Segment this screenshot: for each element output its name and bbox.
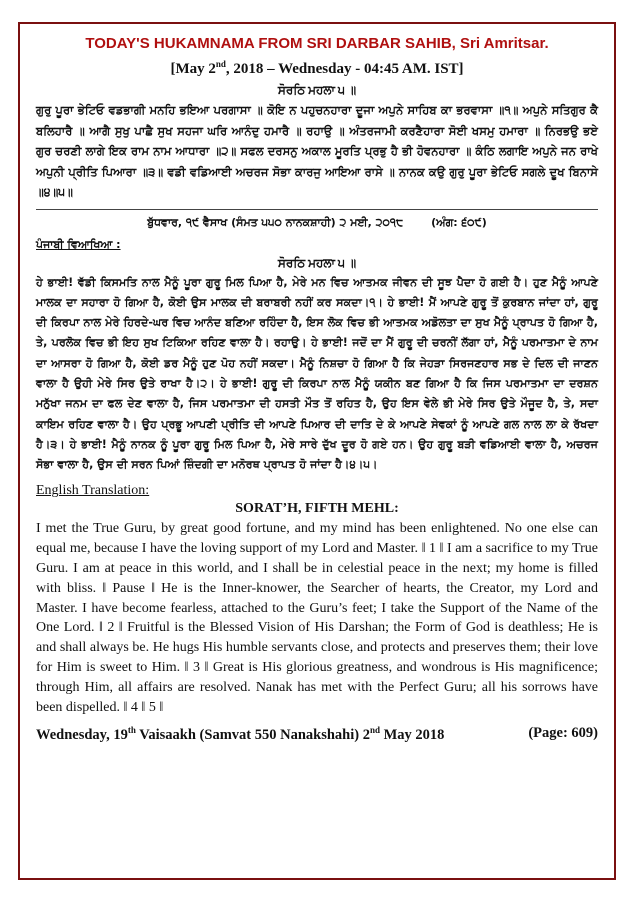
gurbani-text: ਗੁਰੁ ਪੂਰਾ ਭੇਟਿਓ ਵਡਭਾਗੀ ਮਨਹਿ ਭਇਆ ਪਰਗਾਸਾ ॥ ਕੋਇ ਨ ਪਹੁਚਨਹਾਰਾ ਦੂਜਾ ਅਪੁਨੇ ਸਾਹਿਬ ਕਾ ਭਰਵਾਸਾ ॥੧॥ ਅਪੁਨੇ ਸਤਿਗੁਰ ਕੈ ਬਲਿਹਾਰੈ ॥ ਆਗੈ ਸੁਖੁ ਪਾਛੈ ਸੁਖ ਸਹਜਾ ਘਰਿ ਆਨੰਦੁ ਹਮਾਰੈ ॥ ਰਹਾਉ ॥ ਅੰਤਰਜਾਮੀ ਕਰਣੈਹਾਰਾ ਸੋਈ ਖਸਮੁ ਹਮਾਰਾ ॥ ਨਿਰਭਉ ਭਏ ਗੁਰ ਚਰਣੀ ਲਾਗੇ ਇਕ ਰਾਮ ਨਾਮ ਆਧਾਰਾ ॥੨॥ ਸਫਲ ਦਰਸਨੁ ਅਕਾਲ ਮੂਰਤਿ ਪ੍ਰਭੁ ਹੈ ਭੀ ਹੋਵਨਹਾਰਾ ॥ ਕੰਠਿ ਲਗਾਇ ਅਪੁਨੇ ਜਨ ਰਾਖੇ ਅਪੁਨੀ ਪ੍ਰੀਤਿ ਪਿਆਰਾ ॥੩॥ ਵਡੀ ਵਡਿਆਈ ਅਚਰਜ ਸੋਭਾ ਕਾਰਜੁ ਆਇਆ ਰਾਸੇ ॥ ਨਾਨਕ ਕਉ ਗੁਰੁ ਪੂਰਾ ਭੇਟਿਓ ਸਗਲੇ ਦੂਖ ਬਿਨਾਸੇ ॥੪॥੫॥ <box>36 103 598 199</box>
english-label: English Translation: <box>36 483 150 499</box>
vyakhya-heading: ਸੋਰਠਿ ਮਹਲਾ ੫ ॥ <box>277 255 357 270</box>
page-title: TODAY'S HUKAMNAMA FROM SRI DARBAR SAHIB, Sri Amritsar. <box>85 35 549 52</box>
vyakhya-text: ਹੇ ਭਾਈ! ਵੱਡੀ ਕਿਸਮਤਿ ਨਾਲ ਮੈਨੂੰ ਪੂਰਾ ਗੁਰੂ ਮਿਲ ਪਿਆ ਹੈ, ਮੇਰੇ ਮਨ ਵਿਚ ਆਤਮਕ ਜੀਵਨ ਦੀ ਸੂਝ ਪੈਦਾ ਹੋ ਗਈ ਹੈ। ਹੁਣ ਮੈਨੂੰ ਆਪਣੇ ਮਾਲਕ ਦਾ ਸਹਾਰਾ ਹੋ ਗਿਆ ਹੈ, ਕੋਈ ਉਸ ਮਾਲਕ ਦੀ ਬਰਾਬਰੀ ਨਹੀਂ ਕਰ ਸਕਦਾ।੧। ਹੇ ਭਾਈ! ਮੈਂ ਆਪਣੇ ਗੁਰੂ ਤੋਂ ਕੁਰਬਾਨ ਜਾਂਦਾ ਹਾਂ, ਗੁਰੂ ਦੀ ਕਿਰਪਾ ਨਾਲ ਮੇਰੇ ਹਿਰਦੇ-ਘਰ ਵਿਚ ਆਨੰਦ ਬਣਿਆ ਰਹਿੰਦਾ ਹੈ, ਇਸ ਲੋਕ ਵਿਚ ਭੀ ਆਤਮਕ ਅਡੋਲਤਾ ਦਾ ਸੁਖ ਮੈਨੂੰ ਪ੍ਰਾਪਤ ਹੋ ਗਿਆ ਹੈ, ਤੇ, ਪਰਲੋਕ ਵਿਚ ਭੀ ਇਹ ਸੁਖ ਟਿਕਿਆ ਰਹਿਣ ਵਾਲਾ ਹੈ। ਰਹਾਉ। ਹੇ ਭਾਈ! ਜਦੋਂ ਦਾ ਮੈਂ ਗੁਰੂ ਦੀ ਚਰਨੀਂ ਲੱਗਾ ਹਾਂ, ਮੈਨੂੰ ਪਰਮਾਤਮਾ ਦੇ ਨਾਮ ਦਾ ਆਸਰਾ ਹੋ ਗਿਆ ਹੈ, ਕੋਈ ਡਰ ਮੈਨੂੰ ਹੁਣ ਪੋਹ ਨਹੀਂ ਸਕਦਾ। ਮੈਨੂੰ ਨਿਸ਼ਚਾ ਹੋ ਗਿਆ ਹੈ ਕਿ ਜੇਹੜਾ ਸਿਰਜਣਹਾਰ ਸਭ ਦੇ ਦਿਲ ਦੀ ਜਾਣਨ ਵਾਲਾ ਹੈ ਉਹੀ ਮੇਰੇ ਸਿਰ ਉਤੇ ਰਾਖਾ ਹੈ।੨। ਹੇ ਭਾਈ! ਗੁਰੂ ਦੀ ਕਿਰਪਾ ਨਾਲ ਮੈਨੂੰ ਯਕੀਨ ਬਣ ਗਿਆ ਹੈ ਕਿ ਜਿਸ ਪਰਮਾਤਮਾ ਦਾ ਦਰਸ਼ਨ ਮਨੁੱਖਾ ਜਨਮ ਦਾ ਫਲ ਦੇਣ ਵਾਲਾ ਹੈ, ਜਿਸ ਪਰਮਾਤਮਾ ਦੀ ਹਸਤੀ ਮੌਤ ਤੋਂ ਰਹਿਤ ਹੈ, ਉਹ ਇਸ ਵੇਲੇ ਭੀ ਮੇਰੇ ਸਿਰ ਉਤੇ ਮੌਜੂਦ ਹੈ, ਤੇ, ਸਦਾ ਕਾਇਮ ਰਹਿਣ ਵਾਲਾ ਹੈ। ਉਹ ਪ੍ਰਭੂ ਆਪਣੀ ਪ੍ਰੀਤਿ ਦੀ ਆਪਣੇ ਪਿਆਰ ਦੀ ਦਾਤਿ ਦੇ ਕੇ ਆਪਣੇ ਸੇਵਕਾਂ ਨੂੰ ਆਪਣੇ ਗਲ ਨਾਲ ਲਾ ਕੇ ਰੱਖਦਾ ਹੈ।੩। ਹੇ ਭਾਈ! ਮੈਨੂੰ ਨਾਨਕ ਨੂੰ ਪੂਰਾ ਗੁਰੂ ਮਿਲ ਪਿਆ ਹੈ, ਮੇਰੇ ਸਾਰੇ ਦੁੱਖ ਦੂਰ ਹੋ ਗਏ ਹਨ। ਉਹ ਗੁਰੂ ਬੜੀ ਵਡਿਆਈ ਵਾਲਾ ਹੈ, ਅਚਰਜ ਸੋਭਾ ਵਾਲਾ ਹੈ, ਉਸ ਦੀ ਸਰਨ ਪਿਆਂ ਜ਼ਿੰਦਗੀ ਦਾ ਮਨੋਰਥ ਪ੍ਰਾਪਤ ਹੋ ਜਾਂਦਾ ਹੈ।੪।੫। <box>36 275 598 472</box>
hukamnama-frame <box>18 22 616 880</box>
divider <box>36 209 598 210</box>
date-line-pre: [May 2 <box>170 61 216 77</box>
footer-day-sup: th <box>127 725 136 736</box>
footer-mid: Vaisaakh (Samvat 550 Nanakshahi) 2 <box>135 727 370 744</box>
english-heading: SORAT’H, FIFTH MEHL: <box>235 501 399 517</box>
date-line-post: , 2018 – Wednesday - 04:45 AM. IST] <box>225 61 464 77</box>
gurbani-heading: ਸੋਰਠਿ ਮਹਲਾ ੫ ॥ <box>277 83 357 97</box>
footer-day: Wednesday, 19 <box>36 727 128 744</box>
footer-date <box>36 725 444 744</box>
footer-mid-sup: nd <box>369 725 380 736</box>
vyakhya-label: ਪੰਜਾਬੀ ਵਿਆਖਿਆ : <box>36 237 121 251</box>
punjabi-date: ਬੁੱਧਵਾਰ, ੧੯ ਵੈਸਾਖ (ਸੰਮਤ ੫੫੦ ਨਾਨਕਸ਼ਾਹੀ) ੨ ਮਈ, ੨੦੧੮ <box>147 215 404 229</box>
english-text: I met the True Guru, by great good fortune, and my mind has been enlightened. No one else can equal me, because I have the loving support of my Lord and Master. ‖ 1 ‖ I am a sacrifice to my True Guru. I am at peace in this world, and I shall be in celestial peace in the next; my home is filled with bliss. ‖ Pause ‖ He is the Inner-knower, the Searcher of hearts, the Creator, my Lord and Master. I have become fearless, attached to the Guru’s feet; I take the Support of the Name of the One Lord. ‖ 2 ‖ Fruitful is the Blessed Vision of His Darshan; the Form of God is deathless; He is and shall always be. He hugs His humble servants close, and protects and preserves them; their love for Him is sweet to Him. ‖ 3 ‖ Great is His glorious greatness, and wondrous is His magnificence; through Him, all affairs are resolved. Nanak has met with the Perfect Guru; all his sorrows have been dispelled. ‖ 4 ‖ 5 ‖ <box>36 521 598 715</box>
punjabi-date-line <box>36 216 598 230</box>
ang-number: (ਅੰਗ: ੬੦੯) <box>431 215 487 229</box>
footer-end: May 2018 <box>379 727 445 744</box>
footer-page: (Page: 609) <box>528 725 598 742</box>
footer-date-line <box>36 725 598 744</box>
date-line-sup: nd <box>215 59 226 69</box>
date-line <box>36 54 598 79</box>
